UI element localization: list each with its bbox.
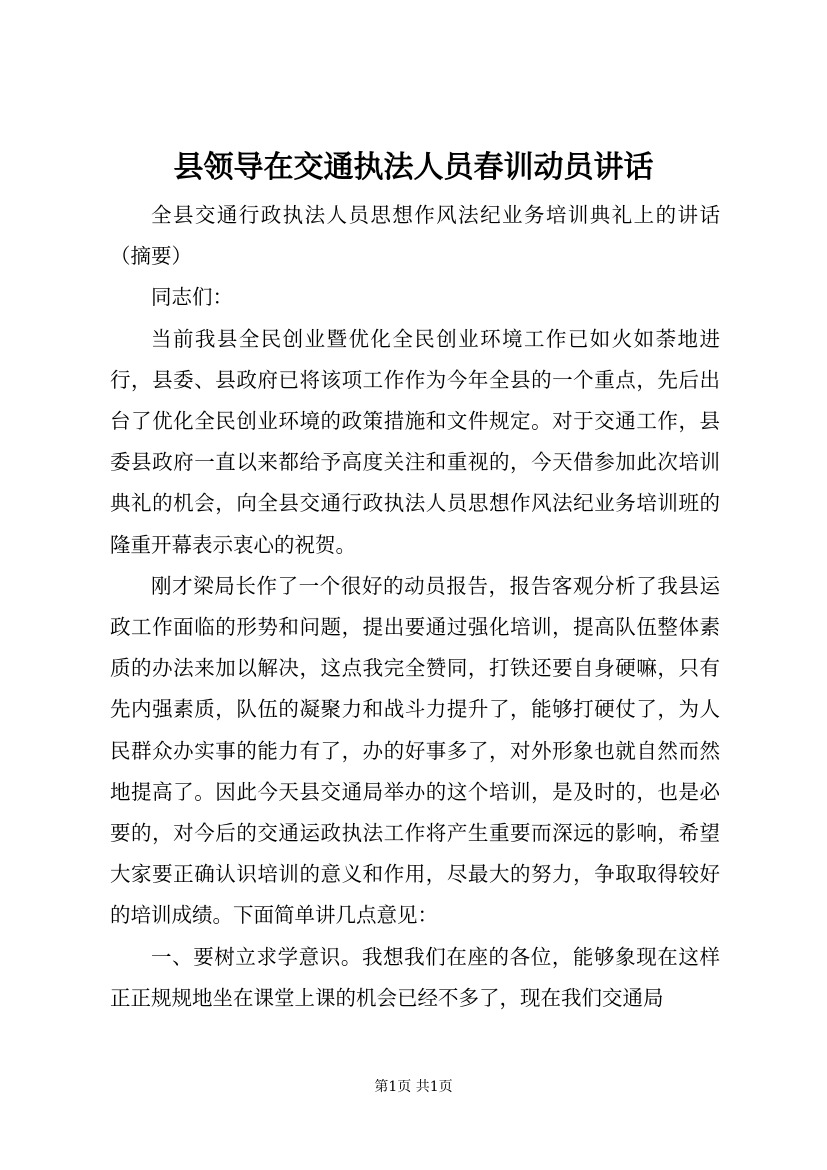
paragraph-body-2: 刚才梁局长作了一个很好的动员报告，报告客观分析了我县运政工作面临的形势和问题，提出要通过强化培训，提高队伍整体素质的办法来加以解决，这点我完全赞同，打铁还要自身硬嘛，只有先内强素质，队伍的凝聚力和战斗力提升了，能够打硬仗了，为人民群众办实事的能力有了，办的好事多了，对外形象也就自然而然地提高了。因此今天县交通局举办的这个培训，是及时的，也是必要的，对今后的交通运政执法工作将产生重要而深远的影响，希望大家要正确认识培训的意义和作用，尽最大的努力，争取取得较好的培训成绩。下面简单讲几点意见： [110, 573, 720, 928]
paragraph-salutation: 同志们： [151, 285, 233, 310]
paragraph-body-1: 当前我县全民创业暨优化全民创业环境工作已如火如荼地进行，县委、县政府已将该项工作作为今年全县的一个重点，先后出台了优化全民创业环境的政策措施和文件规定。对于交通工作，县委县政府一直以来都给予高度关注和重视的，今天借参加此次培训典礼的机会，向全县交通行政执法人员思想作风法纪业务培训班的隆重开幕表示衷心的祝贺。 [110, 326, 720, 557]
paragraph-body-3: 一、要树立求学意识。我想我们在座的各位，能够象现在这样正正规规地坐在课堂上课的机会已经不多了，现在我们交通局 [110, 944, 720, 1010]
page-number-footer: 第1页 共1页 [374, 1079, 453, 1095]
paragraph-subtitle: 全县交通行政执法人员思想作风法纪业务培训典礼上的讲话（摘要） [110, 203, 720, 269]
document-title: 县领导在交通执法人员春训动员讲话 [173, 150, 654, 185]
document-body [110, 195, 720, 1019]
